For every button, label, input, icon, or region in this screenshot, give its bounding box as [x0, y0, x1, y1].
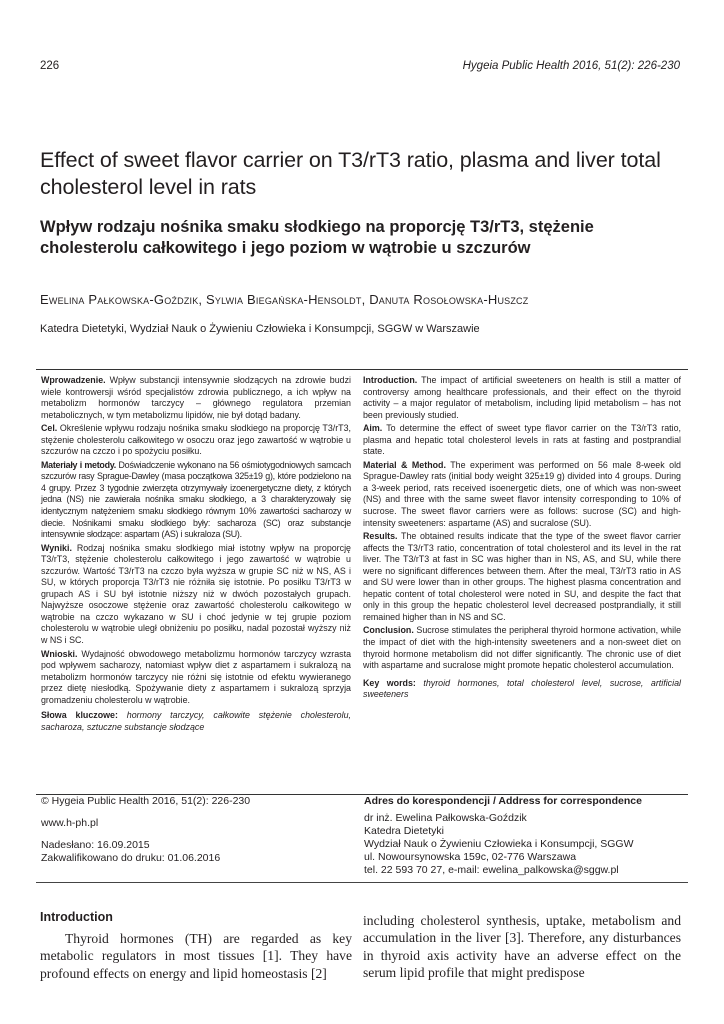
- keywords-pl: Słowa kluczowe: hormony tarczycy, całkowite stężenie cholesterolu, sacharoza, sztuczne substancje słodzące: [41, 710, 351, 732]
- keywords-en: Key words: thyroid hormones, total cholesterol level, sucrose, artificial sweeteners: [363, 677, 681, 700]
- section-divider: [36, 882, 688, 883]
- abstract-pl-paragraph: Cel. Określenie wpływu rodzaju nośnika smaku słodkiego na proporcję T3/rT3, stężenie cholesterolu całkowitego w osoczu oraz jego zawartość w wątrobie u szczurów na czczo i po spożyciu posiłku.: [41, 423, 351, 457]
- abstract-en-paragraph: Results. The obtained results indicate that the type of the sweet flavor carrier affects the T3/rT3 ratio, concentration of total cholesterol and its level in the rat liver. The T3/rT3 at fast in SC was higher than in NS, AS, and SU, while there were no significant differences between them. After the meal, T3/rT3 ratio in AS and SU were lower than in other groups. The highest plasma concentration and hepatic content of total cholesterol were noted in SU, and despite the fact that only in this group the hepatic cholesterol level decreased postprandially, it still remained higher than in NS and SC.: [363, 531, 681, 622]
- journal-reference: Hygeia Public Health 2016, 51(2): 226-230: [462, 60, 680, 72]
- abstract-pl-paragraph: Wnioski. Wydajność obwodowego metabolizmu hormonów tarczycy wzrasta pod wpływem sacharozy, natomiast wpływ diet z aspartamem i sukralozą na metabolizm hormonów tarczycy nie różni się istotnie od efektu wywieranego przez dietę niesłodką. Spożywanie diety z aspartamem i sukralozą sprzyja gromadzeniu cholesterolu w wątrobie.: [41, 648, 351, 705]
- abstract-pl-paragraph: Wprowadzenie. Wpływ substancji intensywnie słodzących na zdrowie budzi wiele kontrowersji wśród specjalistów zdrowia publicznego, a ich wpływ na metabolizm hormonów tarczycy – głównego regulatora przemian metabolicznych, w tym metabolizmu lipidów, nie był dotąd badany.: [41, 375, 351, 420]
- submitted-date: Nadesłano: 16.09.2015: [41, 839, 150, 851]
- accepted-date: Zakwalifikowano do druku: 01.06.2016: [41, 852, 221, 864]
- correspondence-line: Katedra Dietetyki: [364, 825, 444, 837]
- introduction-text-left: Thyroid hormones (TH) are regarded as key metabolic regulators in most tissues [1]. They have profound effects on energy and lipid homeostasis [2]: [40, 931, 352, 981]
- correspondence-line: dr inż. Ewelina Pałkowska-Goździk: [364, 812, 527, 824]
- abstract-pl-paragraph: Materiały i metody. Doświadczenie wykonano na 56 ośmiotygodniowych samcach szczurów rasy Sprague-Dawley (masa początkowa 325±19 g), które podzielono na 4 grupy. Przez 3 tygodnie zwierzęta otrzymywały izoenergetyczne diety, z których jedna (NS) nie zawierała nośnika smaku słodkiego, a 3 charakteryzowały się identycznym natężeniem smaku słodkiego równym 10% zawartości sacharozy w diecie. Nośnikami smaku słodkiego były: sacharoza (SC) oraz substancje intensywnie słodzące: aspartam (AS) i sukraloza (SU).: [41, 459, 351, 540]
- publication-info: [41, 795, 341, 865]
- introduction-text-right: including cholesterol synthesis, uptake, metabolism and accumulation in the liver [3]. Therefore, any disturbances in thyroid axis activity have an adverse effect on the serum lipid profile that might predispose: [363, 913, 681, 980]
- website-link[interactable]: www.h-ph.pl: [41, 817, 99, 829]
- article-title-pl: Wpływ rodzaju nośnika smaku słodkiego na proporcję T3/rT3, stężenie cholesterolu całkowitego i jego poziom w wątrobie u szczurów: [40, 218, 594, 257]
- correspondence-line: ul. Nowoursynowska 159c, 02-776 Warszawa: [364, 851, 577, 863]
- article-title-en: Effect of sweet flavor carrier on T3/rT3 ratio, plasma and liver total cholesterol level in rats: [40, 148, 661, 199]
- abstract-en-paragraph: Material & Method. The experiment was performed on 56 male 8-week old Sprague-Dawley rats (initial body weight 325±19 g) divided into 4 groups. During a 3-week period, rats received isoenergetic diets, one of which was non-sweet (NS) and three with the same sweet flavor intensity corresponding to 10% of sucrose. The sweet flavor carriers were as follows: sucrose (SC) and high-intensity sweeteners: aspartame (AS) and sucralose (SU).: [363, 459, 681, 528]
- correspondence-line[interactable]: tel. 22 593 70 27, e-mail: ewelina_palkowska@sggw.pl: [364, 864, 619, 876]
- affiliation: Katedra Dietetyki, Wydział Nauk o Żywieniu Człowieka i Konsumpcji, SGGW w Warszawie: [40, 323, 480, 335]
- page-number: 226: [40, 60, 60, 72]
- correspondence-title: Adres do korespondencji / Address for correspondence: [364, 795, 642, 807]
- correspondence-address: [364, 795, 684, 877]
- introduction-heading: Introduction: [40, 910, 113, 924]
- abstract-pl-paragraph: Wyniki. Rodzaj nośnika smaku słodkiego miał istotny wpływ na proporcję T3/rT3, stężenie cholesterolu całkowitego i jego zawartość w wątrobie u szczurów. Wartość T3/rT3 na czczo była wyższa w grupie SC niż w NS, AS i SU, w których proporcja T3/rT3 nie różniła się istotnie. Po posiłku T3/rT3 w grupach AS i SU był istotnie niższy niż w dwóch pozostałych grupach. Najwyższe osoczowe stężenie oraz zawartość cholesterolu całkowitego w wątrobie na czczo wykazano w SU i choć jedynie w tej grupie poziom cholesterolu w wątrobie uległ obniżeniu po posiłku, nadal pozostał wyższy niż w NS i SC.: [41, 542, 351, 646]
- abstract-en-paragraph: Introduction. The impact of artificial sweeteners on health is still a matter of controversy among healthcare professionals, and their effect on the thyroid activity – a major regulator of metabolism, including lipid metabolism – has not been previously studied.: [363, 375, 681, 420]
- copyright-line: © Hygeia Public Health 2016, 51(2): 226-230: [41, 795, 251, 807]
- abstract-en-paragraph: Conclusion. Sucrose stimulates the peripheral thyroid hormone activation, while the impact of diet with the high-intensity sweeteners and a non-sweet diet on thyroid hormone metabolism did not differ significantly. The chronic use of diet with aspartame and sucralose might promote hepatic cholesterol accumulation.: [363, 625, 681, 671]
- abstract-english: [363, 375, 681, 703]
- abstract-en-paragraph: Aim. To determine the effect of sweet type flavor carrier on the T3/rT3 ratio, plasma and hepatic total cholesterol levels in rats at fasting and postprandial state.: [363, 423, 681, 457]
- author-list: Ewelina Pałkowska-Goździk, Sylwia Biegańska-Hensoldt, Danuta Rosołowska-Huszcz: [40, 292, 529, 307]
- correspondence-line: Wydział Nauk o Żywieniu Człowieka i Konsumpcji, SGGW: [364, 838, 634, 850]
- abstract-polish: [41, 375, 351, 735]
